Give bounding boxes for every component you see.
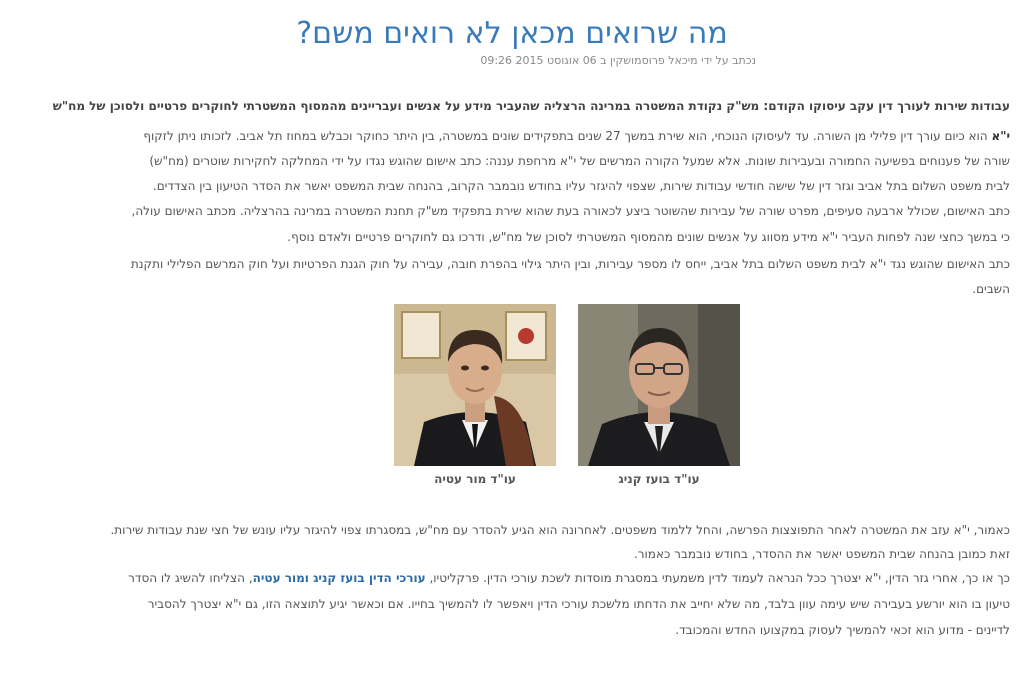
photo-boaz-kenig: [578, 304, 740, 466]
paragraph-1-line-1: [6, 127, 1010, 145]
photo-mor-atia: [394, 304, 556, 466]
paragraph-3-line-1: כאמור, י"א עזב את המשטרה לאחר התפוצצות הפרשה, והחל ללמוד משפטים. לאחרונה הוא הגיע להסדר עם מח"ש, במסגרתו צפוי להיגזר עליו עונש של חצי שנת עבודות שירות.: [110, 523, 1010, 537]
paragraph-1-line-1-text: הוא כיום עורך דין פלילי מן השורה. עד לעיסוקו הנוכחי, הוא שירת במשך 27 שנים בתפקידים שונים במשטרה, בין היתר כחוקר וכבלש במחוז תל אביב. לזכותו ניתן לזקוף: [143, 129, 992, 143]
paragraph-4-line-2: טיעון בו הוא יורשע בעבירה שיש עימה עוון בלבד, מה שלא יחייב את הדחתו מלשכת עורכי הדין ויאפשר לו להמשיך בחייו. אם וכאשר יגיע לתוצאה הזו, גם י"א יצטרך להסביר: [147, 597, 1010, 611]
paragraph-1-line-3: לבית משפט השלום בתל אביב וגזר דין של שישה חודשי עבודות שירות, שצפוי להיגזר עליו בחודש נובמבר הקרוב, בהנחה שבית המשפט יאשר את הסדר הטיעון בין הצדדים.: [152, 179, 1010, 193]
paragraph-4-line-1-text: כך או כך, אחרי גזר הדין, י"א יצטרך ככל הנראה לעמוד לדין משמעתי במסגרת מוסדות לשכת עורכי הדין. פרקליטיו,: [425, 571, 1010, 585]
paragraph-3-line-2: זאת כמובן בהנחה שבית המשפט יאשר את ההסדר, בחודש נובמבר כאמור.: [633, 547, 1010, 561]
portrait-atia-image: [394, 304, 556, 466]
caption-mor-atia: עו"ד מור עטיה: [434, 472, 516, 486]
article-title[interactable]: מה שרואים מכאן לא רואים משם?: [296, 16, 728, 51]
paragraph-4-line-1: [6, 569, 1010, 587]
attorneys-link[interactable]: עורכי הדין בועז קניג ומור עטיה: [252, 571, 426, 585]
caption-boaz-kenig: עו"ד בועז קניג: [618, 472, 700, 486]
paragraph-2-line-2: השבים.: [972, 282, 1010, 296]
article-lead: עבודות שירות לעורך דין עקב עיסוקו הקודם: מש"ק נקודת המשטרה במרינה הרצליה שהעביר מידע על אנשים ועבריינים מהמסוף המשטרתי לחוקרים פרטיים ולסוכן של מח"ש: [52, 99, 1010, 113]
paragraph-4-line-3: לדיינים - מדוע הוא זכאי להמשיך לעסוק במקצועו החדש והמכובד.: [675, 623, 1010, 637]
paragraph-2-line-1: כתב האישום שהוגש נגד י"א לבית משפט השלום בתל אביב, ייחס לו מספר עבירות, ובין היתר גילוי בהפרת חובה, עבירה על חוק הגנת הפרטיות ועל חוק המרשם הפלילי ותקנת: [130, 257, 1010, 271]
portrait-kenig-image: [578, 304, 740, 466]
paragraph-1-line-2: שורה של פענוחים בפשיעה החמורה ובעבירות שונות. אלא שמעל הקורה המרשים של י"א מרחפת עננה: כתב אישום שהוגש נגדו על ידי המחלקה לחקירות שוטרים (מח"ש): [149, 154, 1010, 168]
subject-name: י"א: [991, 129, 1010, 143]
paragraph-1-line-4: כתב האישום, שכולל ארבעה סעיפים, מפרט שורה של עבירות שהשוטר ביצע לכאורה בעת שהוא שירת בתפקיד מש"ק תחנת המשטרה במרינה בהרצליה. מכתב האישום עולה,: [131, 204, 1010, 218]
article-byline: נכתב על ידי מיכאל פרוסמושקין ב 06 אוגוסט 2015 09:26: [480, 54, 756, 67]
paragraph-4-line-1-end: , הצליחו להשיג לו הסדר: [128, 571, 253, 585]
paragraph-1-line-5: כי במשך כחצי שנה לפחות העביר י"א מידע מסווג על אנשים שונים מהמסוף המשטרתי לסוכן של מח"ש, ודרכו גם לחוקרים פרטיים ולאדם נוסף.: [287, 230, 1010, 244]
